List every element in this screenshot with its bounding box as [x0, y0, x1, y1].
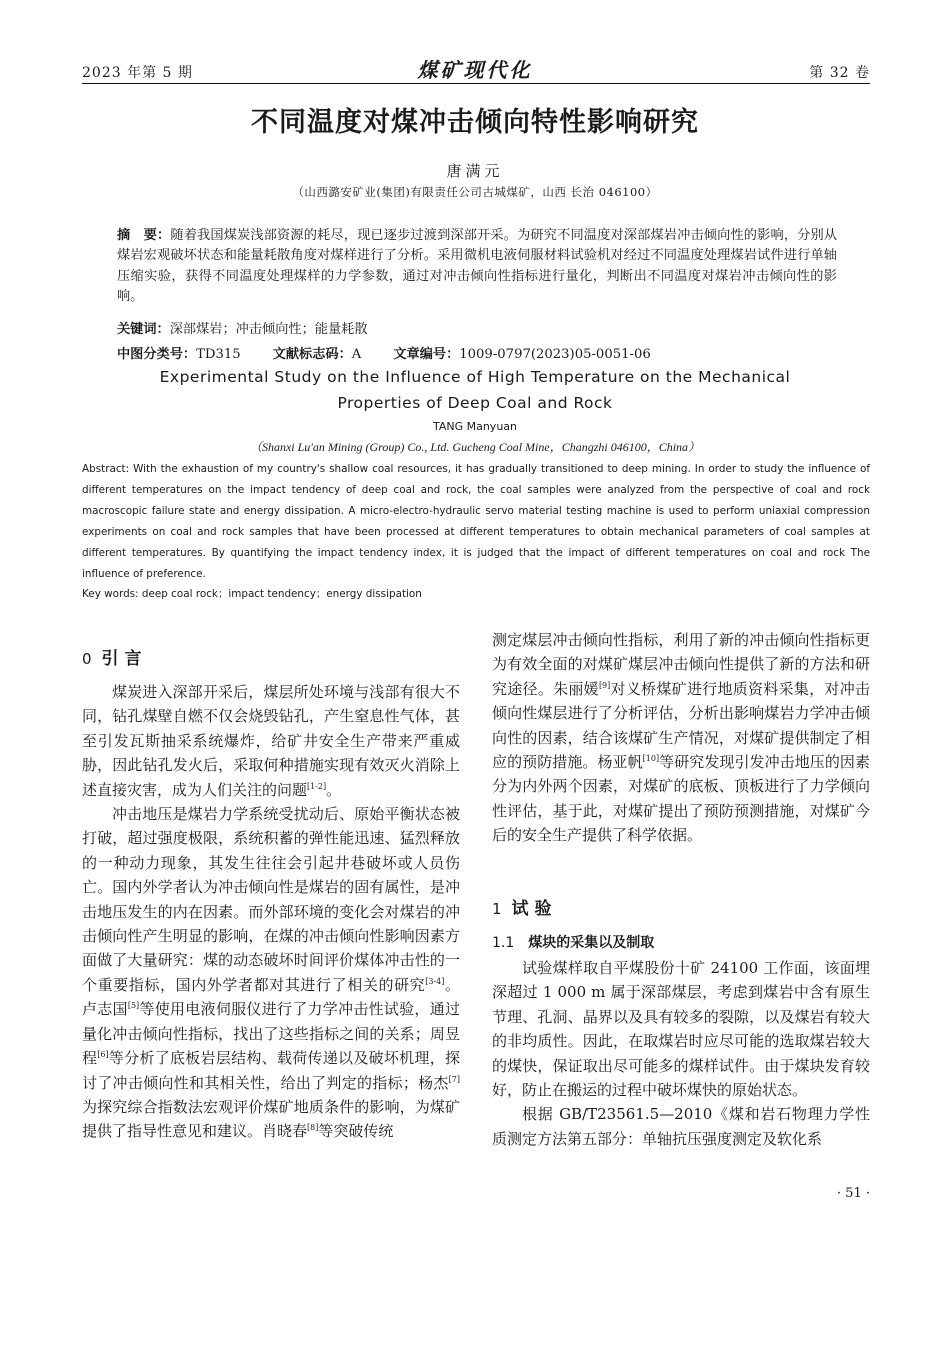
- header-rule: [82, 83, 870, 84]
- citation: [6]: [97, 1050, 109, 1060]
- english-keywords-label: Key words:: [82, 588, 142, 600]
- english-title-line1: Experimental Study on the Influence of High Temperature on the Mechanical: [159, 368, 791, 386]
- volume-label: 第 32 卷: [809, 65, 870, 81]
- right-column-continuation: [492, 628, 870, 848]
- citation: [7]: [448, 1074, 460, 1084]
- section-1-number: 1: [492, 900, 502, 918]
- english-abstract-text: With the exhaustion of my country's shallow coal resources, it has gradually transitioned to deep mining. In order to study the influence of different temperatures on the impact tendency of deep coal and rock, the coal samples were analyzed from the perspective of coal and rock macroscopic failure state and energy dissipation. A micro-electro-hydraulic servo material testing machine is used to perform uniaxial compression experiments on coal and rock samples that have been processed at different temperatures to obtain mechanical parameters of coal samples at different temperatures. By quantifying the impact tendency index, it is judged that the impact of different temperatures on coal and rock The influence of preference.: [82, 463, 871, 580]
- clc-value: TD315: [196, 347, 241, 362]
- english-affiliation: （Shanxi Lu'an Mining (Group) Co., Ltd. Gucheng Coal Mine，Changzhi 046100，China）: [249, 440, 701, 454]
- article-no-value: 1009-0797(2023)05-0051-06: [459, 347, 651, 362]
- intro-paragraph-2: 冲击地压是煤岩力学系统受扰动后、原始平衡状态被打破，超过强度极限，系统积蓄的弹性能迅速、猛烈释放的一种动力现象，其发生往往会引起井巷破坏或人员伤亡。国内外学者认为冲击倾向性是煤岩的固有属性，是冲击地压发生的内在因素。而外部环境的变化会对煤岩的冲击倾向性产生明显的影响，在煤的冲击倾向性影响因素方面做了大量研究：煤的动态破坏时间评价煤体冲击性的一个重要指标，国内外学者都对其进行了相关的研究[3-4]。卢志国[5]等使用电液伺服仪进行了力学冲击性试验，通过量化冲击倾向性指标，找出了这些指标之间的关系；周昱程[6]等分析了底板岩层结构、载荷传递以及破坏机理，探讨了冲击倾向性和其相关性，给出了判定的指标；杨杰[7]为探究综合指数法宏观评价煤矿地质条件的影响，为煤矿提供了指导性意见和建议。肖晓春[8]等突破传统: [82, 805, 460, 1141]
- section-1-body: [492, 956, 870, 1151]
- abstract-cn: [117, 226, 837, 307]
- section-0-number: 0: [82, 650, 92, 668]
- subsection-1-1-number: 1.1: [492, 935, 515, 951]
- english-keywords: [82, 585, 422, 600]
- english-abstract: [82, 459, 870, 585]
- section-1-heading: [492, 894, 558, 919]
- issue-label: 2023 年第 5 期: [82, 65, 193, 81]
- affiliation: （山西潞安矿业(集团)有限责任公司古城煤矿，山西 长治 046100）: [292, 185, 658, 199]
- section-1-title: 试验: [511, 899, 558, 919]
- journal-name: 煤矿现代化: [417, 58, 533, 82]
- section-1-paragraph-1: 试验煤样取自平煤股份十矿 24100 工作面，该面埋深超过 1 000 m 属于深部煤层，考虑到煤岩中含有原生节理、孔洞、晶界以及具有较多的裂隙，以及煤岩有较大的非均质性。因此，在取煤岩时应尽可能的选取煤岩较大的煤快，保证取出尽可能多的煤样试件。由于煤块发育较好，防止在搬运的过程中破坏煤快的原始状态。: [492, 959, 870, 1100]
- page-number: · 51 ·: [836, 1186, 870, 1201]
- english-keywords-text: deep coal rock；impact tendency；energy dissipation: [141, 588, 422, 600]
- doc-code-value: A: [351, 347, 362, 362]
- abstract-cn-label: 摘 要：: [117, 228, 171, 243]
- citation: [8]: [307, 1123, 319, 1133]
- paper-title: 不同温度对煤冲击倾向特性影响研究: [251, 107, 699, 138]
- section-1-paragraph-2: 根据 GB/T23561.5—2010《煤和岩石物理力学性质测定方法第五部分：单轴抗压强度测定及软化系: [492, 1105, 870, 1148]
- doc-code-label: 文献标志码：: [272, 347, 352, 362]
- citation: [10]: [642, 754, 660, 764]
- clc-label: 中图分类号：: [117, 347, 197, 362]
- english-title-line2: Properties of Deep Coal and Rock: [337, 394, 613, 412]
- english-abstract-label: Abstract:: [82, 463, 134, 475]
- citation: [3-4]: [425, 976, 445, 986]
- abstract-cn-text: 随着我国煤炭浅部资源的耗尽，现已逐步过渡到深部开采。为研究不同温度对深部煤岩冲击倾向性的影响，分别从煤岩宏观破坏状态和能量耗散角度对煤样进行了分析。采用微机电液伺服材料试验机对经过不同温度处理煤岩试件进行单轴压缩实验，获得不同温度处理煤样的力学参数，通过对冲击倾向性指标进行量化，判断出不同温度对煤岩冲击倾向性的影响。: [117, 228, 838, 304]
- intro-paragraph-1: 煤炭进入深部开采后，煤层所处环境与浅部有很大不同，钻孔煤壁自燃不仅会烧毁钻孔，产生窒息性气体，甚至引发瓦斯抽采系统爆炸，给矿井安全生产带来严重威胁，因此钻孔发火后，采取何种措施实现有效灭火消除上述直接灾害，成为人们关注的问题[1-2]。: [82, 683, 460, 799]
- citation: [9]: [598, 680, 611, 690]
- keywords-cn-label: 关键词：: [117, 322, 170, 337]
- keywords-cn-text: 深部煤岩；冲击倾向性；能量耗散: [169, 322, 368, 337]
- intro-paragraph-2-continued: 测定煤层冲击倾向性指标，利用了新的冲击倾向性指标更为有效全面的对煤矿煤层冲击倾向性提供了新的方法和研究途径。朱丽媛[9]对义桥煤矿进行地质资料采集，对冲击倾向性煤层进行了分析评估，分析出影响煤岩力学冲击倾向性的因素，结合该煤矿生产情况，对煤矿提供制定了相应的预防措施。杨亚帆[10]等研究发现引发冲击地压的因素分为内外两个因素，对煤矿的底板、顶板进行了力学倾向性评估，基于此，对煤矿提出了预防预测措施，对煤矿今后的安全生产提供了科学依据。: [492, 631, 870, 845]
- author-name: 唐满元: [446, 162, 504, 180]
- section-0-heading: [82, 644, 148, 669]
- classification-line: [117, 343, 651, 362]
- left-column: [82, 680, 460, 1144]
- subsection-1-1-title: 煤块的采集以及制取: [528, 935, 655, 951]
- article-no-label: 文章编号：: [393, 347, 460, 362]
- citation: [5]: [127, 1001, 140, 1011]
- keywords-cn: [117, 318, 368, 337]
- subsection-1-1-heading: [492, 932, 654, 952]
- section-0-title: 引言: [101, 649, 148, 669]
- citation: [1-2]: [307, 781, 327, 791]
- english-author: TANG Manyuan: [432, 420, 518, 433]
